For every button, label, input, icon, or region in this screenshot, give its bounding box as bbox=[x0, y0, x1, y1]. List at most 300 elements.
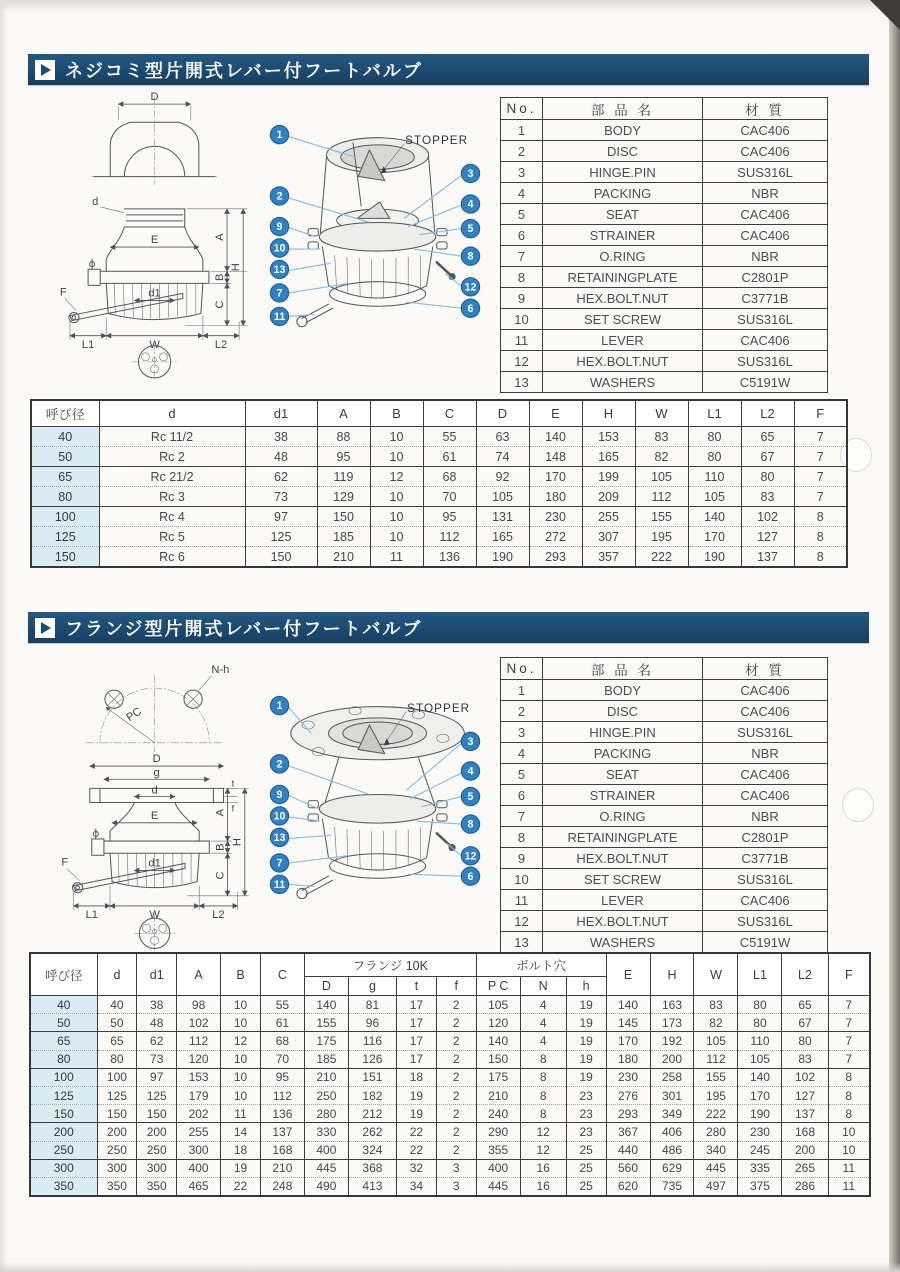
svg-text:3: 3 bbox=[467, 735, 474, 748]
table-cell: 200 bbox=[137, 1123, 177, 1141]
svg-text:2: 2 bbox=[276, 190, 283, 203]
table-cell: 300 bbox=[30, 1159, 97, 1177]
callout-6 bbox=[461, 299, 479, 317]
table-cell: 1 bbox=[501, 680, 543, 701]
table-cell: 48 bbox=[245, 447, 317, 467]
table-cell: 293 bbox=[606, 1105, 650, 1123]
table-row bbox=[501, 204, 828, 225]
table-cell: 8 bbox=[520, 1050, 566, 1068]
table-cell: 8 bbox=[794, 507, 847, 527]
table-cell: STRAINER bbox=[543, 785, 703, 806]
col-header: C bbox=[260, 953, 304, 996]
section2-header-bar bbox=[28, 612, 869, 643]
table-cell: SUS316L bbox=[703, 722, 828, 743]
table-row bbox=[501, 351, 828, 372]
table-cell: 11 bbox=[828, 1177, 870, 1196]
table-cell: 80 bbox=[782, 1032, 828, 1050]
dimension-table-2 bbox=[29, 952, 871, 1197]
table-cell: 290 bbox=[476, 1123, 520, 1141]
table-cell: 13 bbox=[501, 372, 543, 393]
table-cell: 4 bbox=[520, 996, 566, 1014]
col-header: H bbox=[582, 400, 635, 427]
col-group-flange: フランジ 10K bbox=[304, 953, 476, 977]
table-header-row bbox=[501, 98, 828, 120]
table-cell: SET SCREW bbox=[543, 869, 703, 890]
table-cell: 192 bbox=[650, 1032, 694, 1050]
table-cell: 620 bbox=[606, 1177, 650, 1196]
table-cell: 40 bbox=[97, 996, 137, 1014]
table-cell: 150 bbox=[97, 1105, 137, 1123]
table-cell: 212 bbox=[348, 1105, 396, 1123]
table-cell: 440 bbox=[606, 1141, 650, 1159]
table-cell: SEAT bbox=[543, 204, 703, 225]
table-cell: 222 bbox=[635, 547, 688, 568]
table-cell: 367 bbox=[606, 1123, 650, 1141]
table-cell: 7 bbox=[501, 806, 543, 827]
col-header: B bbox=[370, 400, 423, 427]
table-cell: 16 bbox=[520, 1159, 566, 1177]
table-cell: 125 bbox=[245, 527, 317, 547]
table-row bbox=[501, 764, 828, 785]
table-row bbox=[31, 447, 847, 467]
table-cell: 199 bbox=[582, 467, 635, 487]
table-cell: 300 bbox=[137, 1159, 177, 1177]
dim-label: d1 bbox=[148, 287, 161, 300]
table-cell: 445 bbox=[304, 1159, 348, 1177]
table-cell: 3 bbox=[501, 722, 543, 743]
table-cell: 125 bbox=[97, 1086, 137, 1104]
table-cell: RETAININGPLATE bbox=[543, 827, 703, 848]
table-cell: SUS316L bbox=[703, 162, 828, 183]
table-cell: 165 bbox=[582, 447, 635, 467]
table-cell: 150 bbox=[137, 1105, 177, 1123]
table-cell: 102 bbox=[177, 1014, 221, 1032]
callout-1 bbox=[270, 125, 288, 143]
table-cell: 136 bbox=[260, 1105, 304, 1123]
table-cell: 50 bbox=[30, 1014, 97, 1032]
table-cell: 265 bbox=[782, 1159, 828, 1177]
table-cell: 185 bbox=[304, 1050, 348, 1068]
dim-label: B bbox=[214, 273, 227, 281]
col-header: W bbox=[635, 400, 688, 427]
table-cell: 38 bbox=[137, 996, 177, 1014]
table-cell: 83 bbox=[741, 487, 794, 507]
table-cell: 2 bbox=[436, 1141, 476, 1159]
svg-text:9: 9 bbox=[276, 221, 283, 234]
table-cell: 63 bbox=[476, 427, 529, 447]
table-cell: 6 bbox=[501, 785, 543, 806]
table-cell: 16 bbox=[520, 1177, 566, 1196]
table-cell: 17 bbox=[397, 1014, 437, 1032]
table-cell: 55 bbox=[260, 996, 304, 1014]
col-part-name: 部 品 名 bbox=[543, 98, 703, 120]
table-cell: 61 bbox=[260, 1014, 304, 1032]
table-cell: 17 bbox=[397, 996, 437, 1014]
table-row bbox=[31, 507, 847, 527]
table-cell: 25 bbox=[566, 1159, 606, 1177]
table-cell: 10 bbox=[370, 527, 423, 547]
table-cell: 7 bbox=[828, 1014, 870, 1032]
table-cell: 48 bbox=[137, 1014, 177, 1032]
table-cell: 272 bbox=[529, 527, 582, 547]
table-cell: 18 bbox=[221, 1141, 261, 1159]
scan-edge-left bbox=[0, 0, 8, 1272]
table-cell: 2 bbox=[436, 1032, 476, 1050]
table-row bbox=[501, 141, 828, 162]
table-cell: 140 bbox=[304, 996, 348, 1014]
table-cell: 18 bbox=[397, 1068, 437, 1086]
table-cell: 1 bbox=[501, 120, 543, 141]
col-header: W bbox=[694, 953, 738, 996]
table-cell: 7 bbox=[794, 447, 847, 467]
col-header: d bbox=[99, 400, 245, 427]
table-cell: 735 bbox=[650, 1177, 694, 1196]
table-row bbox=[501, 246, 828, 267]
table-cell: 10 bbox=[221, 996, 261, 1014]
col-header: 呼び径 bbox=[31, 400, 99, 427]
table-row bbox=[501, 288, 828, 309]
col-header: d1 bbox=[245, 400, 317, 427]
table-cell: 400 bbox=[304, 1141, 348, 1159]
table-cell: 11 bbox=[501, 330, 543, 351]
table-cell: C5191W bbox=[703, 372, 828, 393]
table-header-row bbox=[30, 953, 870, 977]
table-cell: 349 bbox=[650, 1105, 694, 1123]
svg-text:2: 2 bbox=[276, 758, 283, 771]
table-cell: 10 bbox=[221, 1050, 261, 1068]
table-cell: HINGE.PIN bbox=[543, 722, 703, 743]
table-cell: 210 bbox=[476, 1086, 520, 1104]
table-cell: 262 bbox=[348, 1123, 396, 1141]
table-cell: 105 bbox=[635, 467, 688, 487]
svg-text:5: 5 bbox=[467, 791, 474, 804]
table-cell: CAC406 bbox=[703, 785, 828, 806]
table-cell: 10 bbox=[221, 1086, 261, 1104]
table-cell: 413 bbox=[348, 1177, 396, 1196]
table-cell: SET SCREW bbox=[543, 309, 703, 330]
svg-text:1: 1 bbox=[276, 700, 283, 713]
table-cell: 105 bbox=[688, 487, 741, 507]
table-cell: 105 bbox=[476, 487, 529, 507]
col-header: L1 bbox=[738, 953, 782, 996]
table-cell: NBR bbox=[703, 246, 828, 267]
table-cell: 286 bbox=[782, 1177, 828, 1196]
table-cell: 82 bbox=[635, 447, 688, 467]
table-cell: 7 bbox=[828, 1032, 870, 1050]
table-cell: 2 bbox=[436, 996, 476, 1014]
table-cell: 80 bbox=[97, 1050, 137, 1068]
table-cell: 112 bbox=[177, 1032, 221, 1050]
table-cell: 73 bbox=[137, 1050, 177, 1068]
table-cell: 202 bbox=[177, 1105, 221, 1123]
table-cell: 230 bbox=[529, 507, 582, 527]
table-row bbox=[501, 806, 828, 827]
col-no: No. bbox=[501, 98, 543, 120]
table-cell: 74 bbox=[476, 447, 529, 467]
dim-label: B bbox=[214, 843, 227, 851]
table-cell: 190 bbox=[738, 1105, 782, 1123]
table-cell: 150 bbox=[476, 1050, 520, 1068]
scan-corner-fold bbox=[870, 0, 900, 30]
col-header: E bbox=[606, 953, 650, 996]
table-cell: 8 bbox=[794, 547, 847, 568]
table-row bbox=[30, 1014, 870, 1032]
col-header: L1 bbox=[688, 400, 741, 427]
dim-label: E bbox=[150, 234, 159, 247]
table-row bbox=[30, 996, 870, 1014]
dim-label: L2 bbox=[214, 338, 228, 351]
table-cell: 151 bbox=[348, 1068, 396, 1086]
col-group-bolt-holes: ボルト穴 bbox=[476, 953, 606, 977]
table-cell: 7 bbox=[828, 996, 870, 1014]
table-cell: 255 bbox=[582, 507, 635, 527]
table-cell: 195 bbox=[694, 1086, 738, 1104]
table-cell: 300 bbox=[97, 1159, 137, 1177]
callout-7 bbox=[270, 854, 288, 872]
table-cell: STRAINER bbox=[543, 225, 703, 246]
table-cell: 100 bbox=[30, 1068, 97, 1086]
table-cell: 11 bbox=[370, 547, 423, 568]
dim-label: PC bbox=[124, 705, 144, 725]
table-cell: 280 bbox=[694, 1123, 738, 1141]
svg-text:1: 1 bbox=[276, 129, 283, 142]
table-cell: 4 bbox=[501, 183, 543, 204]
table-cell: 280 bbox=[304, 1105, 348, 1123]
table-cell: 136 bbox=[423, 547, 476, 568]
table-cell: 170 bbox=[529, 467, 582, 487]
table-cell: 200 bbox=[30, 1123, 97, 1141]
table-row bbox=[501, 743, 828, 764]
table-cell: 222 bbox=[694, 1105, 738, 1123]
table-cell: 125 bbox=[30, 1086, 97, 1104]
table-cell: 80 bbox=[738, 996, 782, 1014]
table-cell: 14 bbox=[221, 1123, 261, 1141]
callout-11 bbox=[270, 307, 288, 325]
callout-1 bbox=[270, 696, 288, 714]
table-cell: LEVER bbox=[543, 890, 703, 911]
table-cell: 105 bbox=[738, 1050, 782, 1068]
table-cell: SUS316L bbox=[703, 309, 828, 330]
col-header: A bbox=[177, 953, 221, 996]
table-cell: 119 bbox=[317, 467, 370, 487]
table-cell: 140 bbox=[476, 1032, 520, 1050]
arrow-right-icon bbox=[35, 60, 55, 80]
table-row bbox=[501, 785, 828, 806]
table-cell: 250 bbox=[304, 1086, 348, 1104]
table-cell: 80 bbox=[741, 467, 794, 487]
table-cell: 497 bbox=[694, 1177, 738, 1196]
table-cell: 10 bbox=[370, 507, 423, 527]
table-cell: 129 bbox=[317, 487, 370, 507]
col-header: C bbox=[423, 400, 476, 427]
table-cell: 102 bbox=[782, 1068, 828, 1086]
table-cell: 7 bbox=[501, 246, 543, 267]
table-cell: CAC406 bbox=[703, 225, 828, 246]
table-cell: 150 bbox=[31, 547, 99, 568]
table-cell: 150 bbox=[30, 1105, 97, 1123]
table-cell: 490 bbox=[304, 1177, 348, 1196]
col-header: f bbox=[436, 977, 476, 996]
table-cell: 96 bbox=[348, 1014, 396, 1032]
svg-text:5: 5 bbox=[467, 223, 474, 236]
table-cell: PACKING bbox=[543, 183, 703, 204]
dim-label: D bbox=[152, 753, 161, 766]
table-cell: 8 bbox=[828, 1086, 870, 1104]
svg-text:13: 13 bbox=[273, 264, 286, 277]
table-cell: 100 bbox=[31, 507, 99, 527]
dim-label: t bbox=[231, 778, 235, 789]
table-row bbox=[501, 372, 828, 393]
table-cell: CAC406 bbox=[703, 330, 828, 351]
callout-6 bbox=[461, 867, 479, 885]
table-cell: 148 bbox=[529, 447, 582, 467]
col-header: H bbox=[650, 953, 694, 996]
table-cell: 173 bbox=[650, 1014, 694, 1032]
table-row bbox=[501, 225, 828, 246]
table-cell: 140 bbox=[606, 996, 650, 1014]
table-cell: 83 bbox=[635, 427, 688, 447]
table-cell: 153 bbox=[582, 427, 635, 447]
table-cell: 100 bbox=[97, 1068, 137, 1086]
table-cell: Rc 4 bbox=[99, 507, 245, 527]
table-cell: 61 bbox=[423, 447, 476, 467]
table-cell: 350 bbox=[97, 1177, 137, 1196]
table-row bbox=[501, 848, 828, 869]
table-cell: 230 bbox=[738, 1123, 782, 1141]
table-cell: 2 bbox=[501, 701, 543, 722]
callout-4 bbox=[461, 762, 479, 780]
col-header: L2 bbox=[741, 400, 794, 427]
table-row bbox=[30, 1086, 870, 1104]
table-cell: 11 bbox=[221, 1105, 261, 1123]
table-cell: 629 bbox=[650, 1159, 694, 1177]
table-cell: 125 bbox=[137, 1086, 177, 1104]
table-cell: 182 bbox=[348, 1086, 396, 1104]
dim-label: F bbox=[61, 856, 69, 869]
table-cell: 38 bbox=[245, 427, 317, 447]
svg-text:12: 12 bbox=[464, 850, 477, 863]
stopper-label: STOPPER bbox=[405, 133, 469, 147]
scan-edge-top bbox=[0, 0, 900, 12]
table-cell: 65 bbox=[782, 996, 828, 1014]
callout-10 bbox=[270, 807, 288, 825]
table-cell: Rc 3 bbox=[99, 487, 245, 507]
table-cell: 400 bbox=[177, 1159, 221, 1177]
table-cell: 116 bbox=[348, 1032, 396, 1050]
table-cell: 10 bbox=[828, 1123, 870, 1141]
stopper-label: STOPPER bbox=[407, 701, 471, 715]
table-cell: 34 bbox=[397, 1177, 437, 1196]
table-cell: 12 bbox=[370, 467, 423, 487]
table-cell: 258 bbox=[650, 1068, 694, 1086]
table-header-row bbox=[31, 400, 847, 427]
table-cell: HEX.BOLT.NUT bbox=[543, 351, 703, 372]
table-cell: 200 bbox=[650, 1050, 694, 1068]
dimension-table-1 bbox=[30, 399, 848, 568]
table-cell: 368 bbox=[348, 1159, 396, 1177]
table-row bbox=[31, 547, 847, 568]
table-cell: 7 bbox=[794, 467, 847, 487]
table-cell: 102 bbox=[741, 507, 794, 527]
dim-label: f bbox=[231, 803, 235, 814]
table-cell: 67 bbox=[782, 1014, 828, 1032]
table-header-row bbox=[501, 658, 828, 680]
table-cell: 250 bbox=[30, 1141, 97, 1159]
col-header: L2 bbox=[782, 953, 828, 996]
table-cell: RETAININGPLATE bbox=[543, 267, 703, 288]
table-cell: CAC406 bbox=[703, 890, 828, 911]
callout-5 bbox=[461, 787, 479, 805]
callout-3 bbox=[461, 164, 479, 182]
col-header: A bbox=[317, 400, 370, 427]
table-cell: 12 bbox=[520, 1141, 566, 1159]
table-cell: 120 bbox=[177, 1050, 221, 1068]
table-cell: CAC406 bbox=[703, 120, 828, 141]
dim-label: d1 bbox=[148, 857, 161, 870]
col-header: N bbox=[520, 977, 566, 996]
table-cell: 300 bbox=[177, 1141, 221, 1159]
table-cell: 65 bbox=[97, 1032, 137, 1050]
table-cell: CAC406 bbox=[703, 204, 828, 225]
svg-text:4: 4 bbox=[467, 198, 474, 211]
table-cell: 8 bbox=[501, 827, 543, 848]
table-row bbox=[30, 1177, 870, 1196]
table-cell: 163 bbox=[650, 996, 694, 1014]
dim-label: H bbox=[231, 838, 244, 847]
exploded-view-screw bbox=[255, 112, 495, 337]
callout-9 bbox=[270, 217, 288, 235]
table-cell: 175 bbox=[476, 1068, 520, 1086]
table-cell: 200 bbox=[782, 1141, 828, 1159]
table-cell: 19 bbox=[221, 1159, 261, 1177]
table-cell: 125 bbox=[31, 527, 99, 547]
callout-11 bbox=[270, 875, 288, 893]
callout-7 bbox=[270, 284, 288, 302]
table-cell: 8 bbox=[520, 1068, 566, 1086]
table-cell: 209 bbox=[582, 487, 635, 507]
table-cell: 145 bbox=[606, 1014, 650, 1032]
svg-text:3: 3 bbox=[467, 168, 474, 181]
table-cell: 65 bbox=[31, 467, 99, 487]
dim-label: L1 bbox=[85, 909, 98, 922]
dim-label: H bbox=[230, 263, 243, 272]
table-row bbox=[31, 427, 847, 447]
table-cell: 210 bbox=[317, 547, 370, 568]
table-row bbox=[30, 1141, 870, 1159]
table-cell: 40 bbox=[30, 996, 97, 1014]
table-cell: 19 bbox=[566, 1014, 606, 1032]
table-cell: 80 bbox=[688, 427, 741, 447]
table-cell: 150 bbox=[245, 547, 317, 568]
table-cell: 88 bbox=[317, 427, 370, 447]
table-cell: 185 bbox=[317, 527, 370, 547]
table-cell: 40 bbox=[31, 427, 99, 447]
table-cell: 105 bbox=[476, 996, 520, 1014]
table-row bbox=[501, 120, 828, 141]
table-cell: 2 bbox=[501, 141, 543, 162]
table-cell: 10 bbox=[370, 447, 423, 467]
table-cell: 180 bbox=[529, 487, 582, 507]
dim-label: W bbox=[149, 909, 160, 922]
table-cell: 7 bbox=[828, 1050, 870, 1068]
table-cell: 97 bbox=[137, 1068, 177, 1086]
table-cell: Rc 21/2 bbox=[99, 467, 245, 487]
table-row bbox=[501, 932, 828, 953]
table-cell: 12 bbox=[501, 351, 543, 372]
table-cell: 62 bbox=[137, 1032, 177, 1050]
table-cell: 23 bbox=[566, 1105, 606, 1123]
table-cell: 19 bbox=[566, 1032, 606, 1050]
